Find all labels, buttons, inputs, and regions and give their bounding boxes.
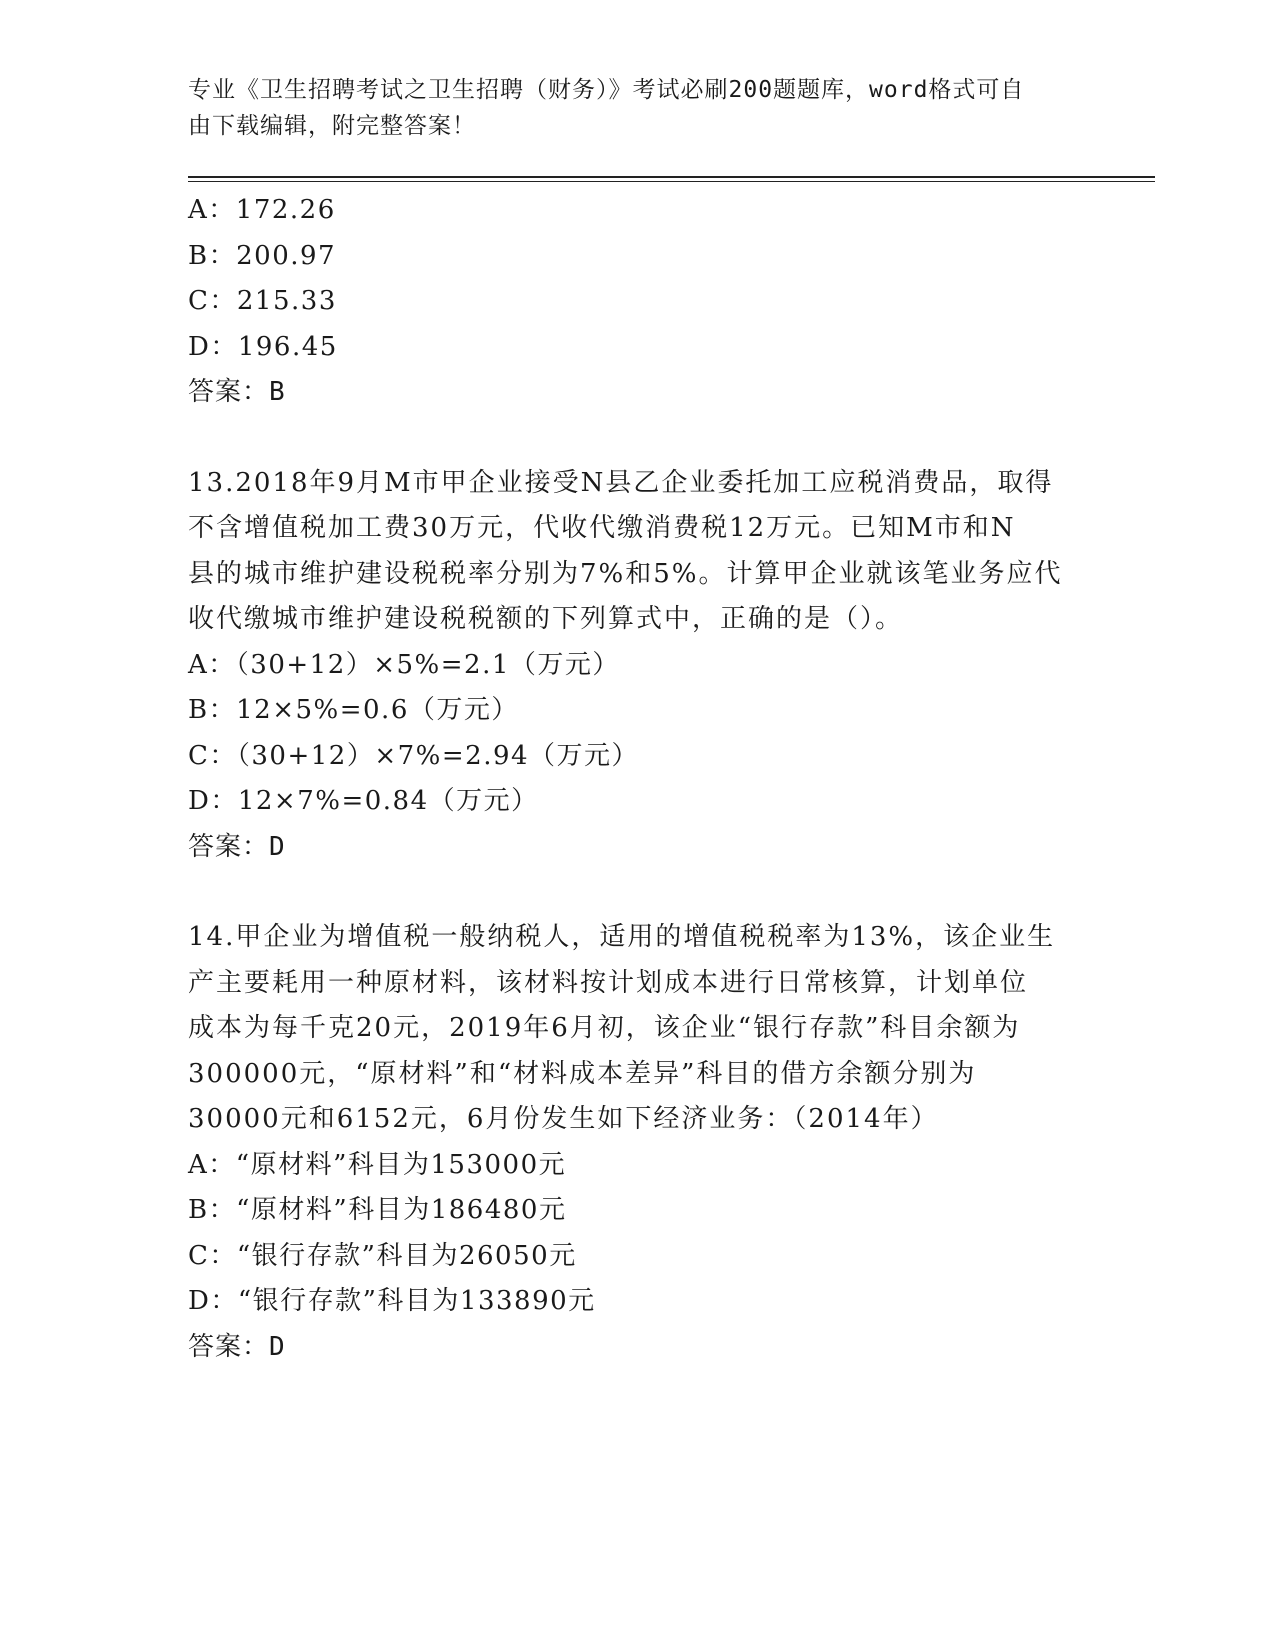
question-stem-line: 产主要耗用一种原材料，该材料按计划成本进行日常核算，计划单位 — [188, 967, 1029, 998]
option-d: D：196.45 — [188, 331, 338, 362]
header-divider-thick — [188, 176, 1155, 178]
header-title-line-1: 专业《卫生招聘考试之卫生招聘（财务）》考试必刷200题题库，word格式可自 — [188, 77, 1025, 103]
header-divider-thin — [188, 181, 1155, 182]
question-stem-line: 不含增值税加工费30万元，代收代缴消费税12万元。已知M市和N — [188, 513, 1016, 543]
option-c: C：215.33 — [188, 286, 337, 316]
document-header — [188, 72, 1068, 144]
question-stem-line: 30000元和6152元，6月份发生如下经济业务：（2014年） — [188, 1104, 939, 1134]
question-stem-line: 收代缴城市维护建设税税额的下列算式中，正确的是（）。 — [188, 604, 904, 634]
option-b: B：200.97 — [188, 240, 337, 271]
question-stem-line: 13.2018年9月M市甲企业接受N县乙企业委托加工应税消费品，取得 — [188, 467, 1054, 498]
question-spacer — [188, 416, 1088, 461]
question-13 — [188, 461, 1088, 871]
question-spacer — [188, 870, 1088, 915]
option-b: B：12×5%=0.6（万元） — [188, 695, 519, 725]
option-a: A：“原材料”科目为153000元 — [188, 1149, 567, 1180]
option-c: C：（30+12）×7%=2.94（万元） — [188, 740, 640, 771]
answer-line: 答案：B — [188, 377, 286, 407]
question-stem-line: 14.甲企业为增值税一般纳税人，适用的增值税税率为13%，该企业生 — [188, 922, 1056, 952]
header-title-line-2: 由下载编辑，附完整答案！ — [188, 113, 476, 139]
option-a: A：172.26 — [188, 195, 336, 225]
question-stem-line: 县的城市维护建设税税率分别为7%和5%。计算甲企业就该笔业务应代 — [188, 558, 1063, 589]
option-a: A：（30+12）×5%=2.1（万元） — [188, 649, 620, 680]
question-14 — [188, 915, 1088, 1370]
option-d: D：12×7%=0.84（万元） — [188, 786, 539, 816]
option-d: D：“银行存款”科目为133890元 — [188, 1286, 596, 1316]
question-12-continued — [188, 188, 1088, 416]
option-c: C：“银行存款”科目为26050元 — [188, 1240, 577, 1271]
option-b: B：“原材料”科目为186480元 — [188, 1195, 567, 1225]
question-content — [188, 188, 1088, 1370]
question-stem-line: 300000元，“原材料”和“材料成本差异”科目的借方余额分别为 — [188, 1058, 977, 1089]
answer-line: 答案：D — [188, 831, 286, 862]
question-stem-line: 成本为每千克20元，2019年6月初，该企业“银行存款”科目余额为 — [188, 1013, 1021, 1043]
answer-line: 答案：D — [188, 1331, 286, 1362]
